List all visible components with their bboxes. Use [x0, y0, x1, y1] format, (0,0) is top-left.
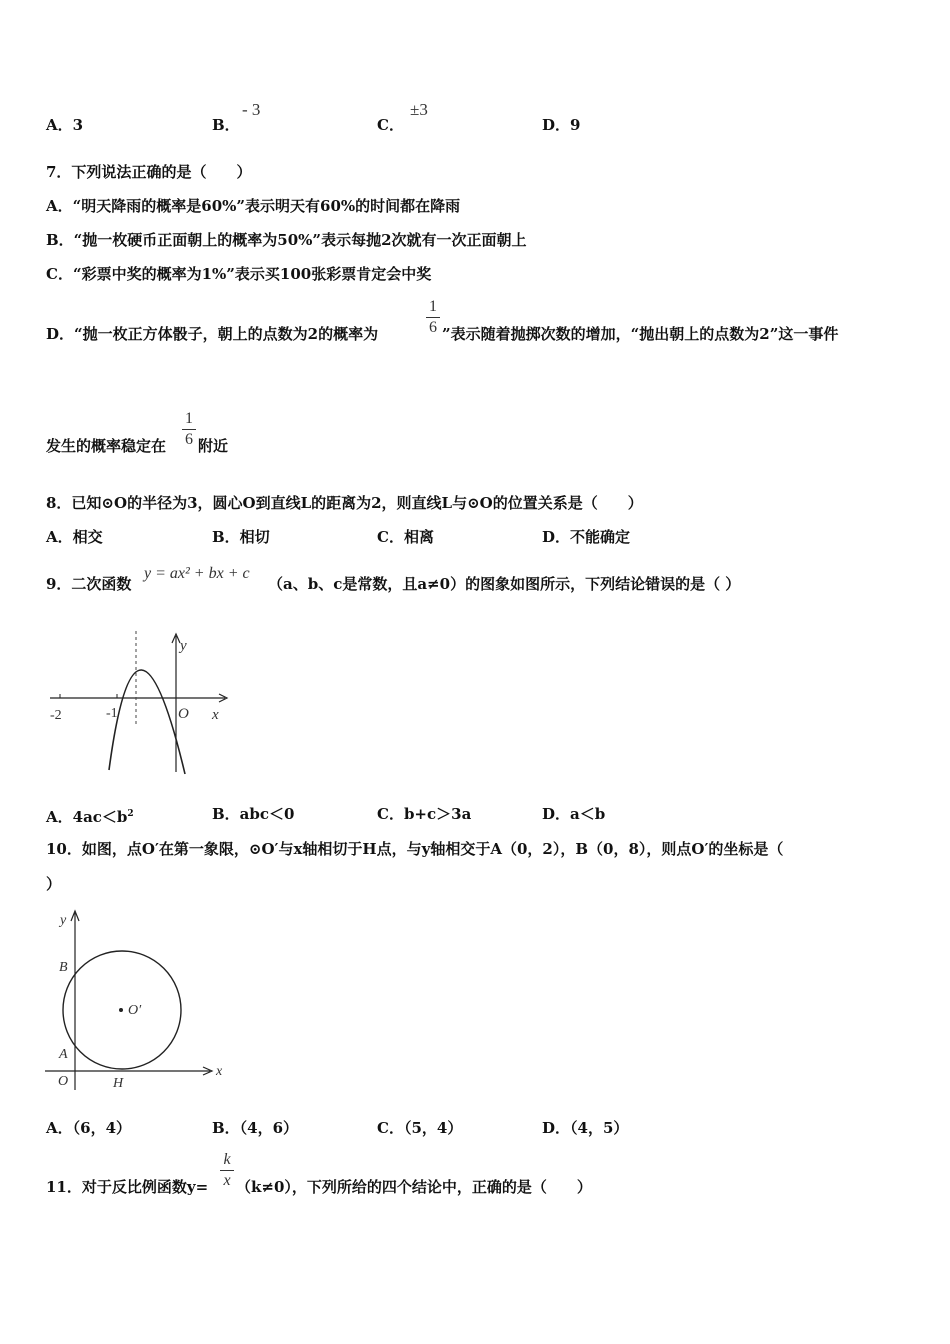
q7-fraction-one-sixth-2: [182, 410, 196, 449]
label-origin: O: [178, 706, 189, 722]
q10-option-d: D．（4，5）: [542, 1119, 629, 1137]
q7-option-c: C．“彩票中奖的概率为1%”表示买100张彩票肯定会中奖: [46, 265, 432, 283]
fraction-numerator: 1: [429, 298, 437, 315]
q9-option-a-text: A．4ac＜b: [46, 808, 128, 826]
q9-option-a: [46, 805, 134, 826]
label-origin: O: [58, 1074, 69, 1089]
q6-option-c: C．: [377, 116, 404, 134]
q7-option-d-part3: 发生的概率稳定在: [46, 437, 167, 455]
q7-option-d-part2: ”表示随着抛掷次数的增加，“抛出朝上的点数为2”这一事件: [442, 325, 839, 343]
fraction-numerator: 1: [185, 410, 193, 427]
q11-fraction-k-over-x: [220, 1151, 234, 1190]
q9-parabola-graph: [40, 626, 240, 776]
q10-stem-line1: 10．如图，点O′在第一象限，⊙O′与x轴相切于H点，与y轴相交于A（0，2），B（0，8），则点O′的坐标是（: [46, 840, 784, 858]
q8-option-d: D．不能确定: [542, 528, 631, 546]
q9-formula: y = ax² + bx + c: [144, 565, 250, 582]
label-y-axis: y: [180, 638, 187, 654]
q11-stem-post: （k≠0），下列所给的四个结论中，正确的是（ ）: [236, 1178, 592, 1196]
label-y-axis: y: [60, 913, 67, 928]
q6-option-d: D．9: [542, 116, 581, 134]
fraction-denominator: x: [223, 1172, 231, 1189]
q7-fraction-one-sixth: [426, 298, 440, 337]
label-x-axis: x: [216, 1064, 223, 1079]
q7-option-a: A．“明天降雨的概率是60%”表示明天有60%的时间都在降雨: [46, 197, 461, 215]
q10-option-c: C．（5，4）: [377, 1119, 463, 1137]
q6-option-b-math: - 3: [242, 100, 261, 119]
q6-option-c-math: ±3: [410, 100, 428, 119]
q6-option-a: A．3: [46, 116, 84, 134]
q8-option-b: B．相切: [212, 528, 270, 546]
fraction-numerator: k: [223, 1151, 231, 1168]
q7-option-d-part4: 附近: [198, 437, 229, 455]
label-point-b: B: [59, 960, 68, 975]
q8-option-c: C．相离: [377, 528, 434, 546]
label-minus-one: -1: [106, 706, 118, 721]
q9-stem-pre: 9．二次函数: [46, 575, 132, 593]
q8-option-a: A．相交: [46, 528, 103, 546]
q6-option-b: B．: [212, 116, 240, 134]
label-x-axis: x: [212, 707, 219, 723]
q7-option-b: B．“抛一枚硬币正面朝上的概率为50%”表示每抛2次就有一次正面朝上: [46, 231, 527, 249]
q10-option-a: A．（6，4）: [46, 1119, 132, 1137]
q7-stem: 7．下列说法正确的是（ ）: [46, 163, 252, 181]
parabola-curve: [109, 670, 185, 774]
q9-option-c: C．b+c＞3a: [377, 805, 472, 823]
q7-option-d-part1: D．“抛一枚正方体骰子，朝上的点数为2的概率为: [46, 325, 379, 343]
label-point-a: A: [59, 1047, 68, 1062]
label-point-h: H: [113, 1076, 124, 1091]
q8-stem: 8．已知⊙O的半径为3，圆心O到直线L的距离为2，则直线L与⊙O的位置关系是（ ）: [46, 494, 643, 512]
q10-option-b: B．（4，6）: [212, 1119, 299, 1137]
fraction-denominator: 6: [429, 319, 437, 336]
fraction-denominator: 6: [185, 431, 193, 448]
center-point: [119, 1008, 123, 1012]
q9-option-d: D．a＜b: [542, 805, 606, 823]
q9-option-a-exponent: 2: [127, 809, 134, 819]
q9-option-b: B．abc＜0: [212, 805, 295, 823]
q10-circle-figure: [40, 905, 240, 1095]
q9-stem-post: （a、b、c是常数，且a≠0）的图象如图所示，下列结论错误的是（ ）: [268, 575, 741, 593]
q10-stem-line2: ）: [46, 875, 62, 893]
label-minus-two: -2: [50, 708, 62, 723]
q11-stem-pre: 11．对于反比例函数y=: [46, 1178, 209, 1196]
label-center: O′: [128, 1003, 142, 1018]
